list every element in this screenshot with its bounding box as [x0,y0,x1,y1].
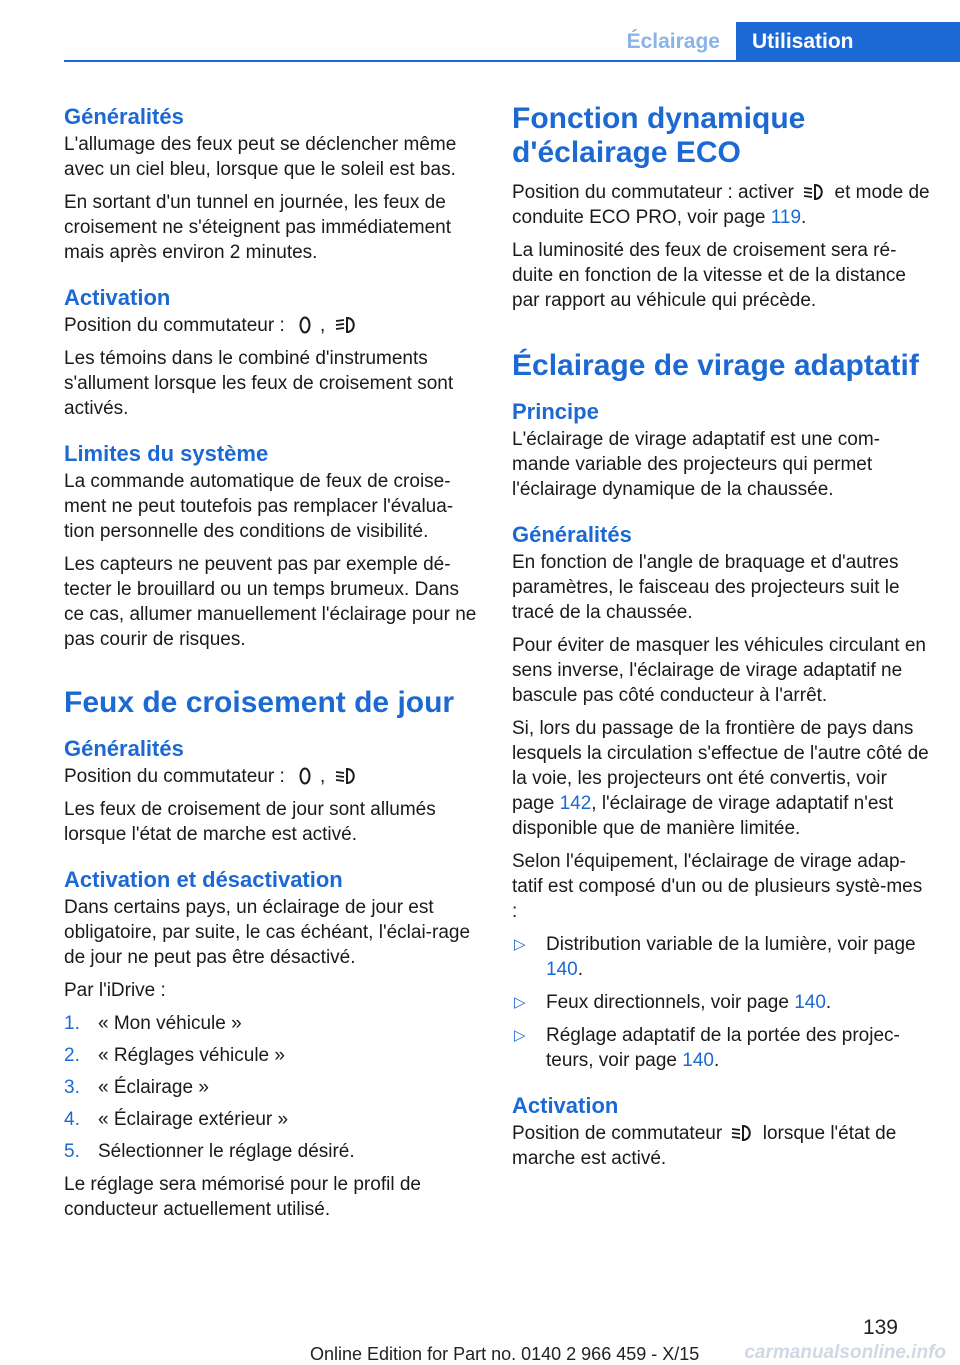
para: Pour éviter de masquer les véhicules circulant en sens inverse, l'éclairage de virage adaptatif ne bascule pas côté conducteur à l'arrêt. [512,635,926,706]
heading-principe: Principe [512,399,599,424]
list-item: 3. « Éclairage » [64,1077,209,1098]
page-link-119[interactable]: 119 [770,207,802,228]
watermark: carmanualsonline.info [744,1342,946,1363]
page-link-142[interactable]: 142 [559,793,592,814]
heading-activation-2: Activation [512,1093,619,1118]
low-beam-auto-icon [730,1124,754,1142]
list-item: 2. « Réglages véhicule » [64,1045,285,1066]
low-beam-auto-icon [334,316,358,334]
heading-generalites-3: Généralités [512,522,632,547]
para: En sortant d'un tunnel en journée, les feux de croisement ne s'éteignent pas immédiatement mais après environ 2 minutes. [64,192,451,263]
page-link-140[interactable]: 140 [794,992,826,1013]
list-item: ▷ Distribution variable de la lumière, voir page 140. [514,934,916,980]
para-eco: Position du commutateur : activer et mode de conduite ECO PRO, voir page 119. [512,182,930,228]
low-beam-auto-icon [802,183,826,201]
para-activation: Position de commutateur lorsque l'état de marche est activé. [512,1123,897,1169]
list-item: ▷ Réglage adaptatif de la portée des projec-teurs, voir page 140. [514,1025,900,1071]
edition-line: Online Edition for Part no. 0140 2 966 459 - X/15 [310,1344,700,1364]
para: Les feux de croisement de jour sont allumés lorsque l'état de marche est activé. [64,799,436,845]
switch-label: Position du commutateur : [64,766,285,787]
low-beam-auto-icon [334,767,358,785]
list-item: ▷ Feux directionnels, voir page 140. [514,992,832,1013]
para: Par l'iDrive : [64,980,166,1001]
section-label: Éclairage [626,30,720,53]
idrive-steps-list [64,1011,478,1164]
list-item: 5. Sélectionner le réglage désiré. [64,1141,355,1162]
separator: , [320,315,326,336]
para: Les capteurs ne peuvent pas par exemple dé-tecter le brouillard ou un temps brumeux. Dans ce cas, allumer manuellement l'éclairage pour ne pas courir de risques. [64,554,477,650]
left-column [64,102,478,1230]
right-column [512,102,930,1179]
para: Le réglage sera mémorisé pour le profil de conducteur actuellement utilisé. [64,1174,421,1220]
heading-feux-croisement-jour: Feux de croisement de jour [64,686,455,719]
heading-eclairage-virage: Éclairage de virage adaptatif [512,349,919,382]
para: L'éclairage de virage adaptatif est une com-mande variable des projecteurs qui permet l'éclairage dynamique de la chaussée. [512,429,881,500]
switch-label: Position du commutateur : [64,315,285,336]
separator: , [320,766,326,787]
page-link-140[interactable]: 140 [546,959,578,980]
triangle-bullet-icon: ▷ [514,994,526,1011]
heading-limites: Limites du système [64,441,269,466]
page-header [0,0,960,62]
light-switch-zero-icon [293,767,317,785]
list-item: 4. « Éclairage extérieur » [64,1109,289,1130]
para-conversion: Si, lors du passage de la frontière de pays dans lesquels la circulation s'effectue de l'autre côté de la voie, les projecteurs ont été convertis, voir page 142, l'éclairage de virage adaptatif n'est disponible que de manière limitée. [512,718,929,839]
para: Selon l'équipement, l'éclairage de virage adap-tatif est composé d'un ou de plusieurs systè-mes : [512,851,923,922]
triangle-bullet-icon: ▷ [514,1027,526,1044]
para: La commande automatique de feux de croise-ment ne peut toutefois pas remplacer l'évalua-tion personnelle des conditions de visibilité. [64,471,454,542]
heading-generalites-2: Généralités [64,736,184,761]
chapter-tab[interactable]: Utilisation [736,22,960,62]
para: En fonction de l'angle de braquage et d'autres paramètres, le faisceau des projecteurs suit le tracé de la chaussée. [512,552,900,623]
page-number: 139 [862,1316,898,1339]
para-switch-position [64,313,478,338]
light-switch-zero-icon [293,316,317,334]
list-item: 1. « Mon véhicule » [64,1013,242,1034]
para: La luminosité des feux de croisement sera ré-duite en fonction de la vitesse et de la distance par rapport au véhicule qui précède. [512,240,906,311]
para: Les témoins dans le combiné d'instruments s'allument lorsque les feux de croisement sont activés. [64,348,454,419]
para: L'allumage des feux peut se déclencher même avec un ciel bleu, lorsque que le soleil est bas. [64,134,457,180]
systems-list [512,932,930,1073]
heading-activation-1: Activation [64,285,171,310]
para: Dans certains pays, un éclairage de jour est obligatoire, par suite, le cas échéant, l'éclai-rage de jour ne peut pas être désactivé. [64,897,471,968]
para-switch-position-2 [64,764,478,789]
header-rule [64,60,960,62]
heading-activation-desactivation: Activation et désactivation [64,867,343,892]
heading-fonction-eco: Fonction dynamique d'éclairage ECO [512,102,806,169]
page-link-140[interactable]: 140 [682,1050,714,1071]
heading-generalites-1: Généralités [64,104,184,129]
triangle-bullet-icon: ▷ [514,936,526,953]
